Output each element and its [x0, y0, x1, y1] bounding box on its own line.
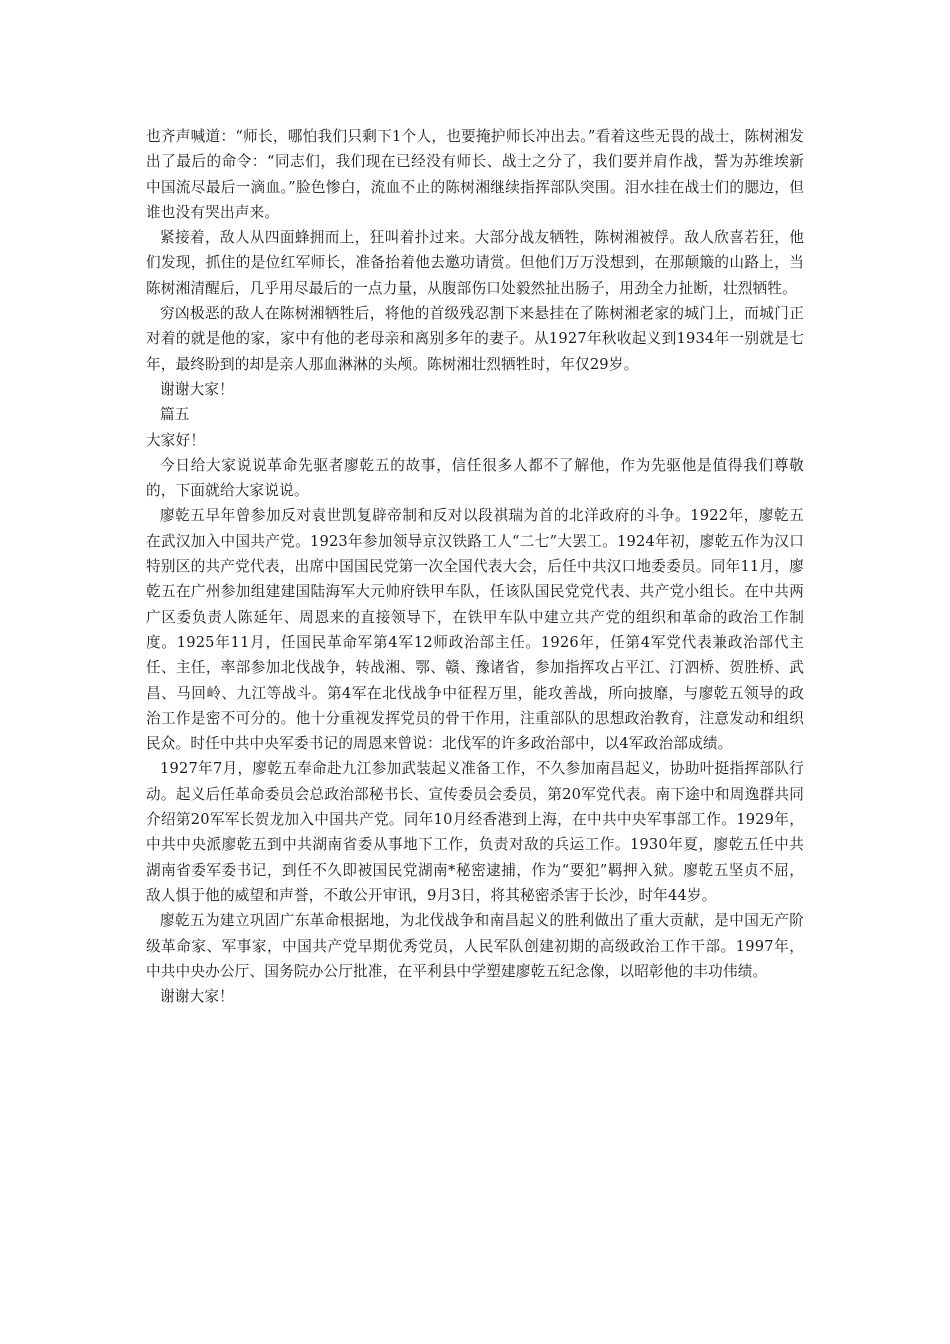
- section-heading-5: 篇五: [160, 406, 190, 424]
- paragraph-3: 穷凶极恶的敌人在陈树湘牺牲后，将他的首级残忍割下来悬挂在了陈树湘老家的城门上，而城门正对着的就是他的家，家中有他的老母亲和离别多年的妻子。从1927年秋收起义到1934年一别就是七年，最终盼到的却是亲人那血淋淋的头颅。陈树湘壮烈牺牲时，年仅29岁。: [146, 305, 804, 373]
- paragraph-biography-2: 1927年7月，廖乾五奉命赴九江参加武装起义准备工作，不久参加南昌起义，协助叶挺指挥部队行动。起义后任革命委员会总政治部秘书长、宣传委员会委员，第20军党代表。南下途中和周逸群共同介绍第20军军长贺龙加入中国共产党。同年10月经香港到上海，在中共中央军事部工作。1929年，中共中央派廖乾五到中共湖南省委从事地下工作，负责对敌的兵运工作。1930年夏，廖乾五任中共湖南省委军委书记，到任不久即被国民党湖南*秘密逮捕，作为“要犯”羁押入狱。廖乾五坚贞不屈，敌人惧于他的威望和声誉，不敢公开审讯，9月3日，将其秘密杀害于长沙，时年44岁。: [146, 760, 804, 904]
- paragraph-intro: 今日给大家说说革命先驱者廖乾五的故事，信任很多人都不了解他，作为先驱他是值得我们尊敬的，下面就给大家说说。: [146, 456, 804, 500]
- paragraph-2: 紧接着，敌人从四面蜂拥而上，狂叫着扑过来。大部分战友牺牲，陈树湘被俘。敌人欣喜若狂，他们发现，抓住的是位红军师长，准备抬着他去邀功请赏。但他们万万没想到，在那颠簸的山路上，当陈树湘清醒后，几乎用尽最后的一点力量，从腹部伤口处毅然扯出肠子，用劲全力扯断，壮烈牺牲。: [146, 229, 804, 297]
- paragraph-biography-1: 廖乾五早年曾参加反对袁世凯复辟帝制和反对以段祺瑞为首的北洋政府的斗争。1922年，廖乾五在武汉加入中国共产党。1923年参加领导京汉铁路工人“二七”大罢工。1924年初，廖乾五作为汉口特别区的共产党代表，出席中国国民党第一次全国代表大会，后任中共汉口地委委员。同年11月，廖乾五在广州参加组建建国陆海军大元帅府铁甲车队，任该队国民党党代表、共产党小组长。在中共两广区委负责人陈延年、周恩来的直接领导下，在铁甲车队中建立共产党的组织和革命的政治工作制度。1925年11月，任国民革命军第4军12师政治部主任。1926年，任第4军党代表兼政治部代主任、主任，率部参加北伐战争，转战湘、鄂、赣、豫诸省，参加指挥攻占平江、汀泗桥、贺胜桥、武昌、马回岭、九江等战斗。第4军在北伐战争中征程万里，能攻善战，所向披靡，与廖乾五领导的政治工作是密不可分的。他十分重视发挥党员的骨干作用，注重部队的思想政治教育，注意发动和组织民众。时任中共中央军委书记的周恩来曾说：北伐军的许多政治部中，以4军政治部成绩。: [146, 507, 804, 753]
- greeting: 大家好！: [146, 431, 206, 449]
- paragraph-1: 也齐声喊道：“师长，哪怕我们只剩下1个人，也要掩护师长冲出去。”看着这些无畏的战士，陈树湘发出了最后的命令：“同志们，我们现在已经没有师长、战士之分了，我们要并肩作战，誓为苏维埃新中国流尽最后一滴血。”脸色惨白，流血不止的陈树湘继续指挥部队突围。泪水挂在战士们的腮边，但谁也没有哭出声来。: [146, 128, 804, 221]
- document-body: [146, 124, 804, 1009]
- closing-thanks-1: 谢谢大家！: [160, 380, 234, 398]
- closing-thanks-2: 谢谢大家！: [160, 988, 234, 1006]
- paragraph-legacy: 廖乾五为建立巩固广东革命根据地，为北伐战争和南昌起义的胜利做出了重大贡献，是中国无产阶级革命家、军事家，中国共产党早期优秀党员，人民军队创建初期的高级政治工作干部。1997年，中共中央办公厅、国务院办公厅批准，在平利县中学塑建廖乾五纪念像，以昭彰他的丰功伟绩。: [146, 912, 804, 980]
